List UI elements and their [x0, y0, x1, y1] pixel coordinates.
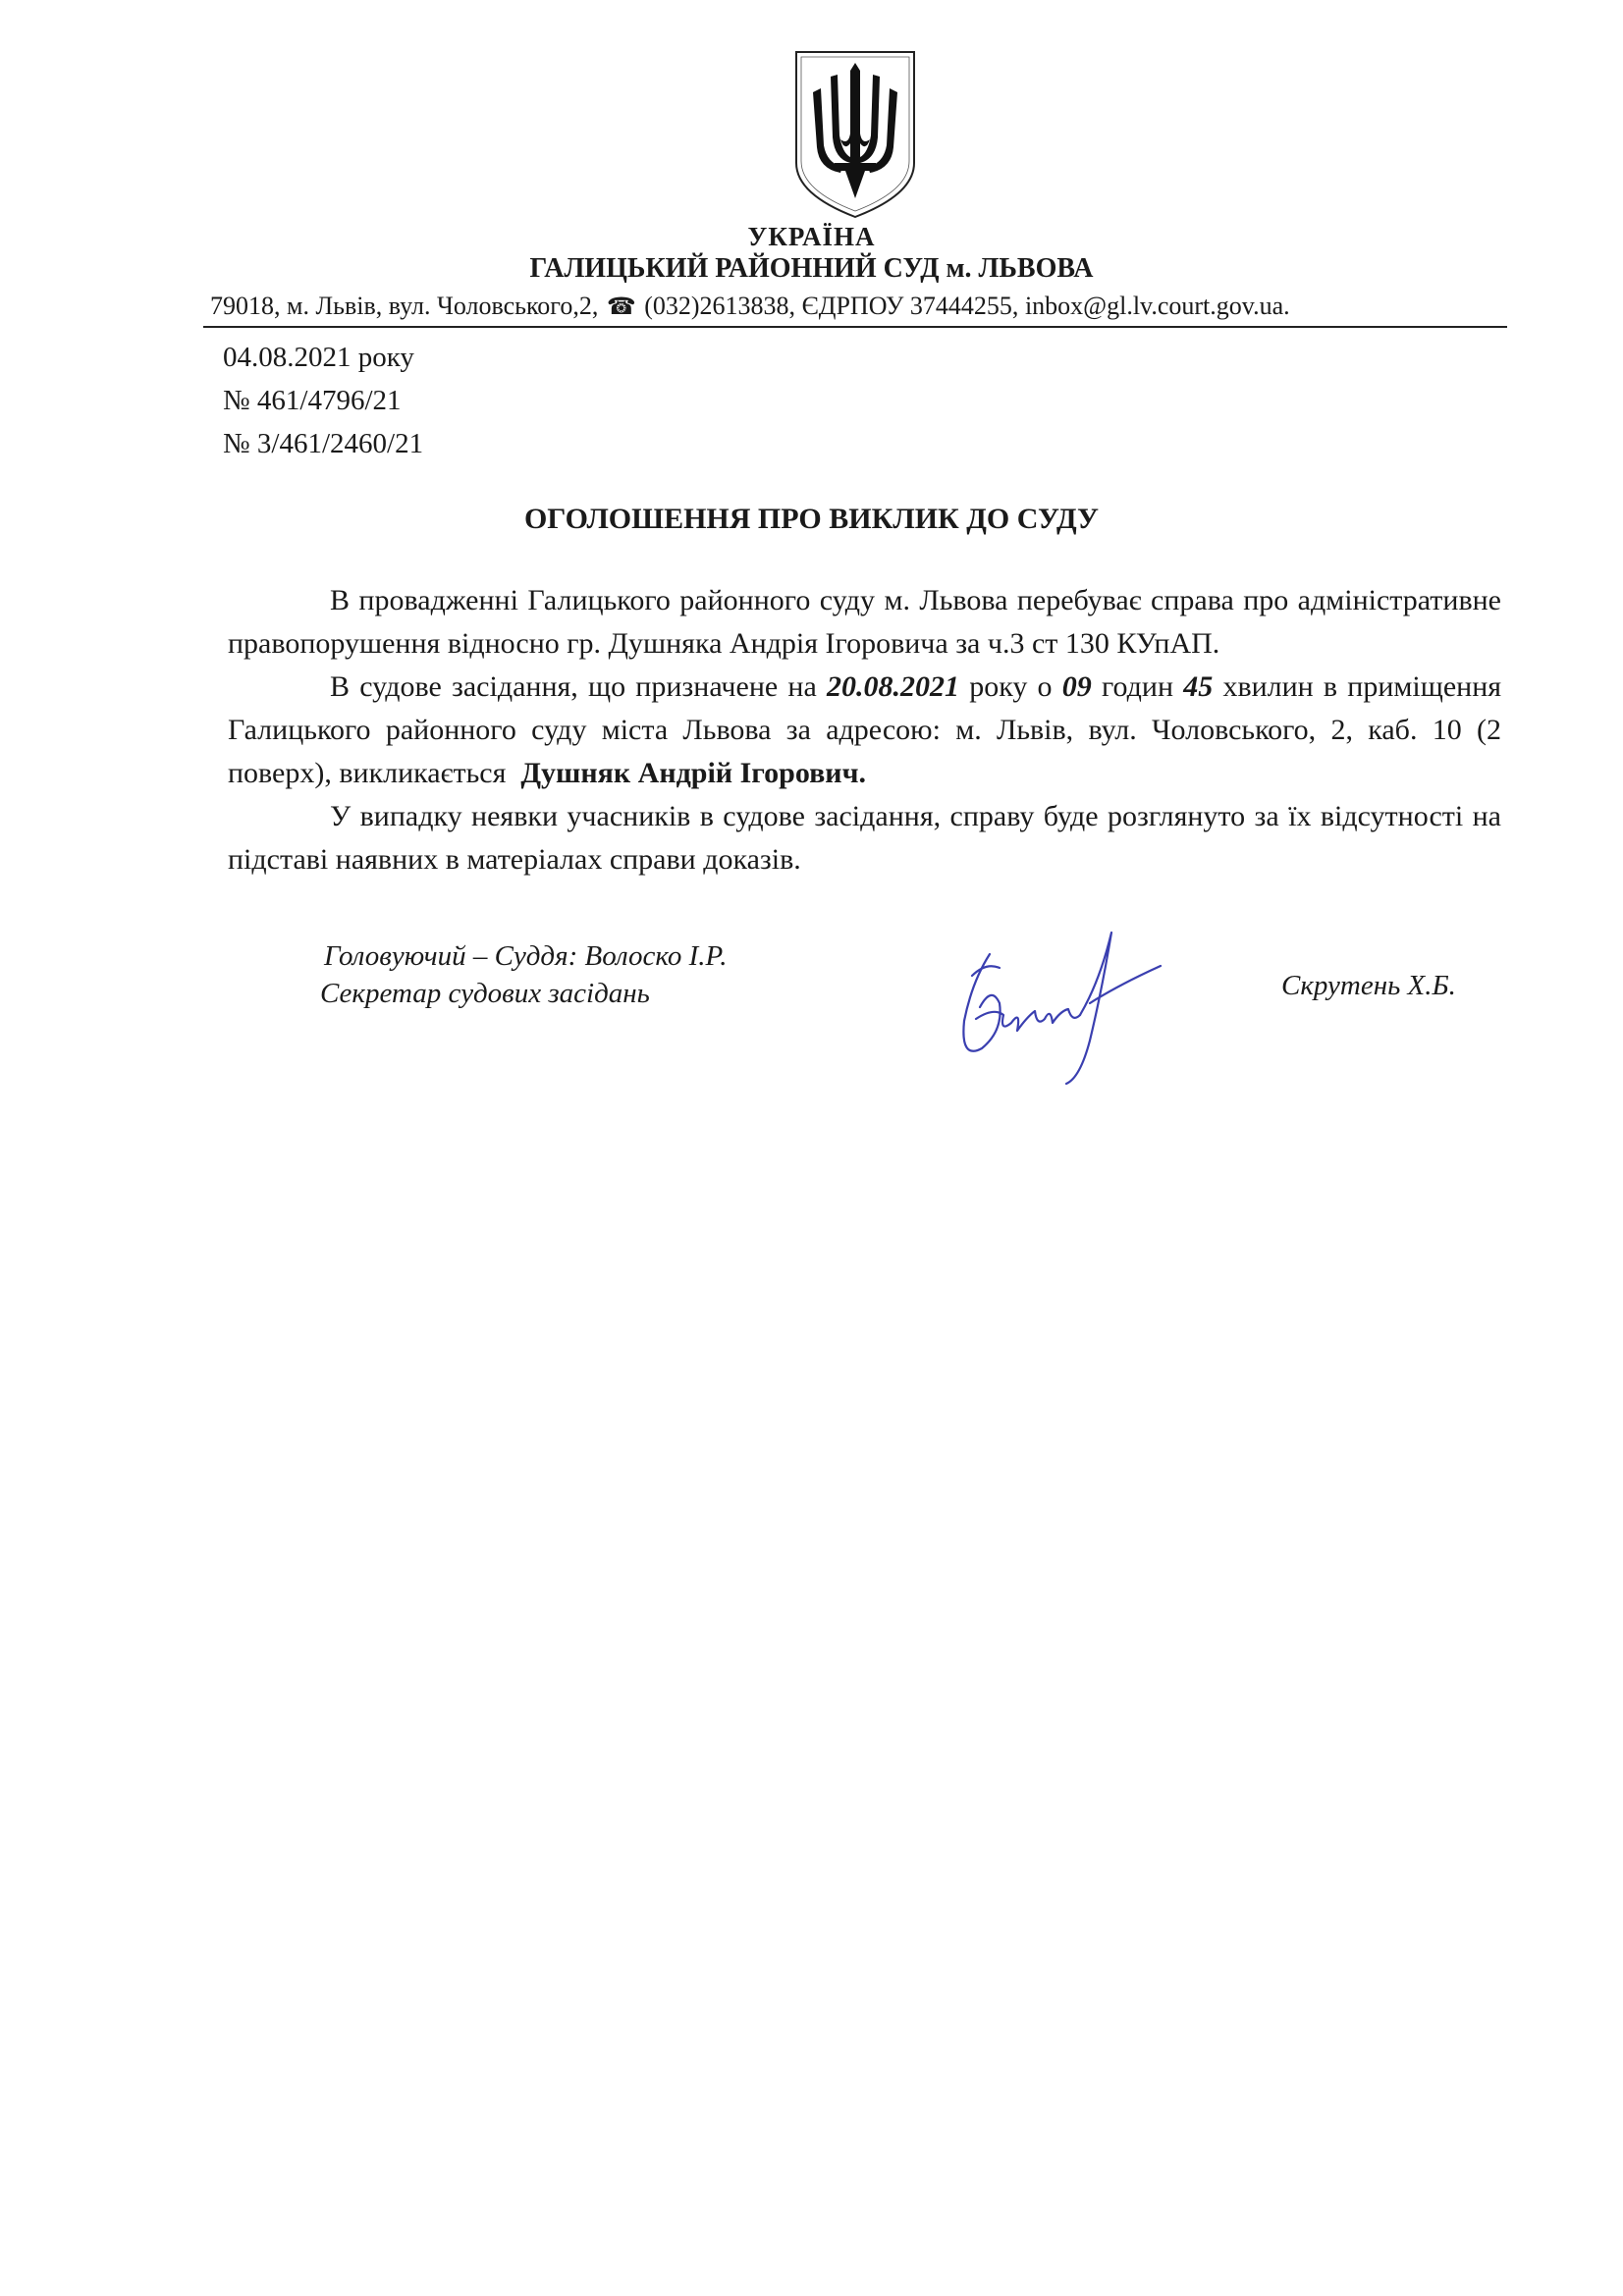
secretary-role: Секретар судових засідань [320, 978, 650, 1009]
court-email[interactable]: inbox@gl.lv.court.gov.ua. [1024, 292, 1290, 320]
court-name-heading: ГАЛИЦЬКИЙ РАЙОННИЙ СУД м. ЛЬВОВА [529, 253, 1094, 284]
summons-text-a: В судове засідання, що призначене на [330, 670, 817, 703]
paragraph-absence: У випадку неявки учасників в судове засідання, справу буде розглянуто за їх відсутності на підставі наявних в матеріалах справи доказів. [228, 800, 1501, 876]
summons-text-d: хвилин в приміщення Галицького районного суду міста Львова за адресою: м. Львів, вул. Чоловського, 2, каб. 10 (2 поверх), викликається [228, 670, 1502, 789]
header-divider [203, 326, 1507, 328]
summons-text-b: року о [969, 670, 1053, 703]
telephone-icon: ☎ [606, 294, 636, 320]
court-contacts [210, 292, 1290, 321]
case-number-2: № 3/461/2460/21 [223, 428, 424, 459]
court-edrpou: ЄДРПОУ 37444255, [801, 292, 1019, 320]
coat-of-arms-icon [791, 47, 919, 222]
hearing-minutes: 45 [1183, 670, 1214, 703]
document-date: 04.08.2021 року [223, 342, 414, 373]
hearing-hours: 09 [1061, 670, 1092, 703]
secretary-name: Скрутень Х.Б. [1281, 970, 1456, 1001]
paragraph-summons [228, 666, 1501, 795]
paragraph-case: В провадженні Галицького районного суду м. Львова перебуває справа про адміністративне правопорушення відносно гр. Душняка Андрія Ігоровича за ч.3 ст 130 КУпАП. [228, 584, 1501, 660]
document-body [228, 579, 1501, 881]
court-address: 79018, м. Львів, вул. Чоловського,2, [210, 292, 599, 320]
handwritten-signature [943, 913, 1188, 1090]
country-heading: УКРАЇНА [747, 222, 876, 251]
document-title: ОГОЛОШЕННЯ ПРО ВИКЛИК ДО СУДУ [523, 503, 1100, 535]
court-phone: (032)2613838, [644, 292, 796, 320]
case-number-1: № 461/4796/21 [223, 385, 402, 416]
summons-text-c: годин [1101, 670, 1174, 703]
presiding-judge: Головуючий – Суддя: Волоско І.Р. [324, 940, 728, 972]
summoned-person: Душняк Андрій Ігорович. [520, 757, 866, 789]
hearing-date: 20.08.2021 [826, 670, 959, 703]
